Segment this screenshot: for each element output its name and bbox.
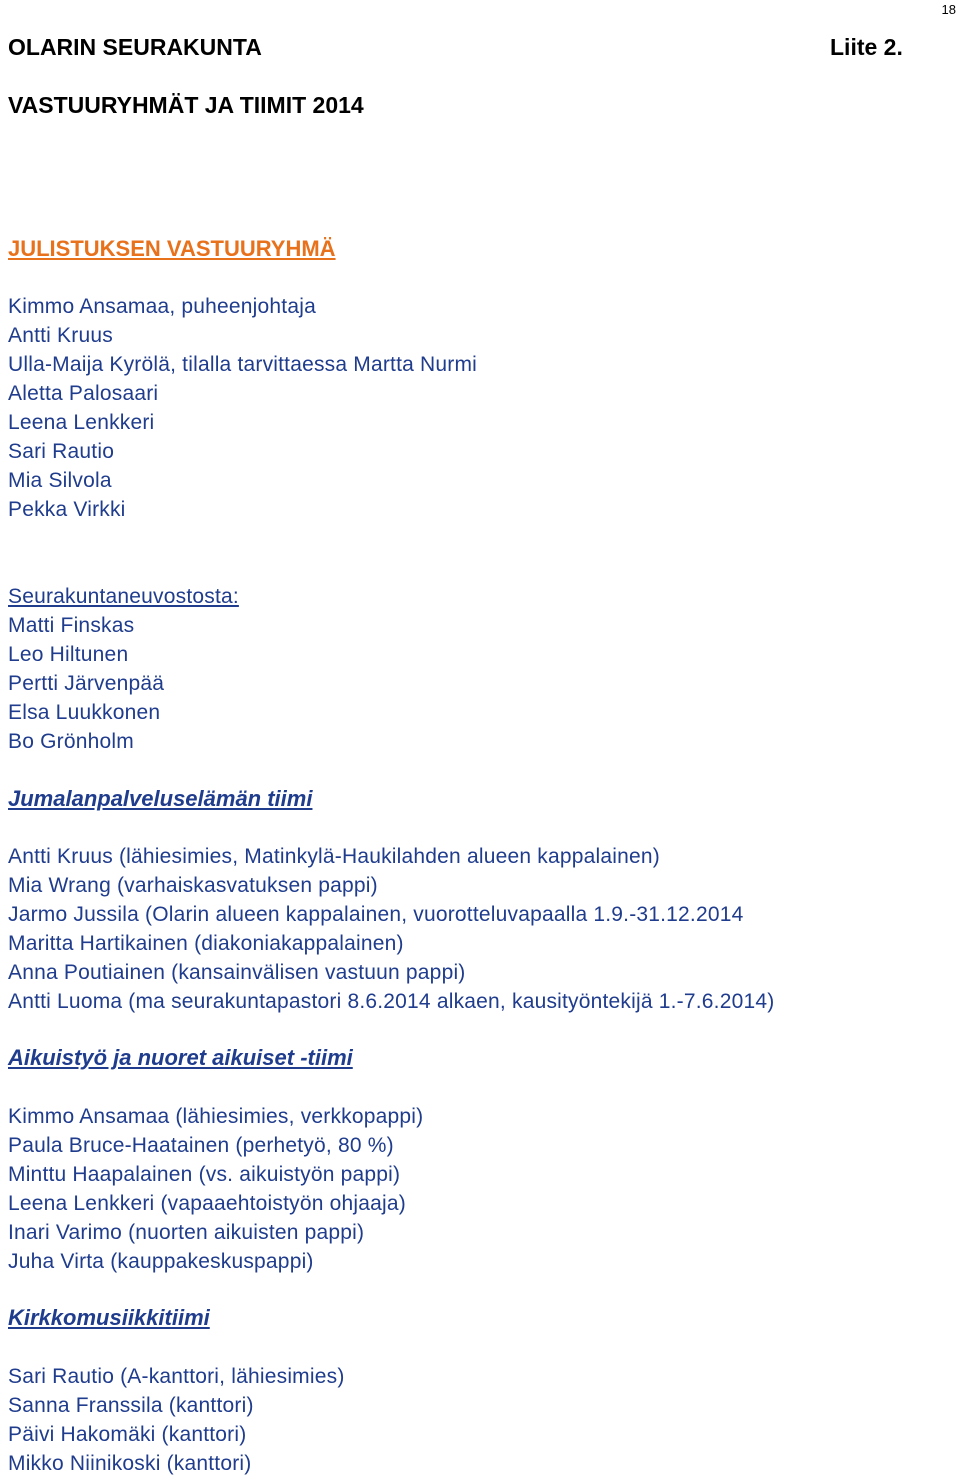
list-item: Ulla-Maija Kyrölä, tilalla tarvittaessa Martta Nurmi [8,353,478,376]
list-item: Antti Kruus [8,324,113,347]
list-item: Antti Luoma (ma seurakuntapastori 8.6.2014 alkaen, kausityöntekijä 1.-7.6.2014) [8,990,775,1013]
list-item: Sari Rautio (A-kanttori, lähiesimies) [8,1365,345,1388]
list-item: Paula Bruce-Haatainen (perhetyö, 80 %) [8,1134,394,1157]
attachment-label: Liite 2. [830,34,903,60]
list-item: Elsa Luukkonen [8,701,161,724]
list-item: Minttu Haapalainen (vs. aikuistyön pappi) [8,1163,401,1186]
list-item: Aletta Palosaari [8,382,159,405]
list-item: Mia Silvola [8,469,112,492]
list-item: Päivi Hakomäki (kanttori) [8,1423,247,1446]
list-item: Antti Kruus (lähiesimies, Matinkylä-Haukilahden alueen kappalainen) [8,845,660,868]
list-item: Maritta Hartikainen (diakoniakappalainen) [8,932,404,955]
council-label: Seurakuntaneuvostosta: [8,585,239,608]
list-item: Bo Grönholm [8,730,134,753]
list-item: Inari Varimo (nuorten aikuisten pappi) [8,1221,365,1244]
list-item: Jarmo Jussila (Olarin alueen kappalainen, vuorotteluvapaalla 1.9.-31.12.2014 [8,903,744,926]
jumalanpalvelus-heading: Jumalanpalveluselämän tiimi [8,786,313,811]
list-item: Sanna Franssila (kanttori) [8,1394,254,1417]
kirkkomusiikki-members [8,1362,345,1478]
kirkkomusiikki-heading: Kirkkomusiikkitiimi [8,1305,210,1330]
list-item: Matti Finskas [8,614,135,637]
aikuistyo-heading: Aikuistyö ja nuoret aikuiset -tiimi [8,1045,353,1070]
org-name: OLARIN SEURAKUNTA [8,34,262,60]
list-item: Leena Lenkkeri [8,411,155,434]
list-item: Kimmo Ansamaa, puheenjohtaja [8,295,316,318]
aikuistyo-members [8,1102,423,1276]
julistus-section [8,234,336,263]
jumalanpalvelus-members [8,842,774,1016]
aikuistyo-section [8,1043,353,1072]
list-item: Pertti Järvenpää [8,672,165,695]
council-members [8,582,239,756]
julistus-heading: JULISTUKSEN VASTUURYHMÄ [8,236,336,261]
julistus-members [8,292,477,524]
jumalanpalvelus-section [8,784,312,813]
document-title: VASTUURYHMÄT JA TIIMIT 2014 [8,92,364,118]
list-item: Leo Hiltunen [8,643,129,666]
list-item: Anna Poutiainen (kansainvälisen vastuun pappi) [8,961,466,984]
list-item: Mia Wrang (varhaiskasvatuksen pappi) [8,874,378,897]
list-item: Mikko Niinikoski (kanttori) [8,1452,252,1475]
list-item: Leena Lenkkeri (vapaaehtoistyön ohjaaja) [8,1192,406,1215]
list-item: Kimmo Ansamaa (lähiesimies, verkkopappi) [8,1105,424,1128]
list-item: Pekka Virkki [8,498,126,521]
list-item: Sari Rautio [8,440,115,463]
list-item: Juha Virta (kauppakeskuspappi) [8,1250,314,1273]
kirkkomusiikki-section [8,1303,210,1332]
page-number: 18 [941,2,956,17]
